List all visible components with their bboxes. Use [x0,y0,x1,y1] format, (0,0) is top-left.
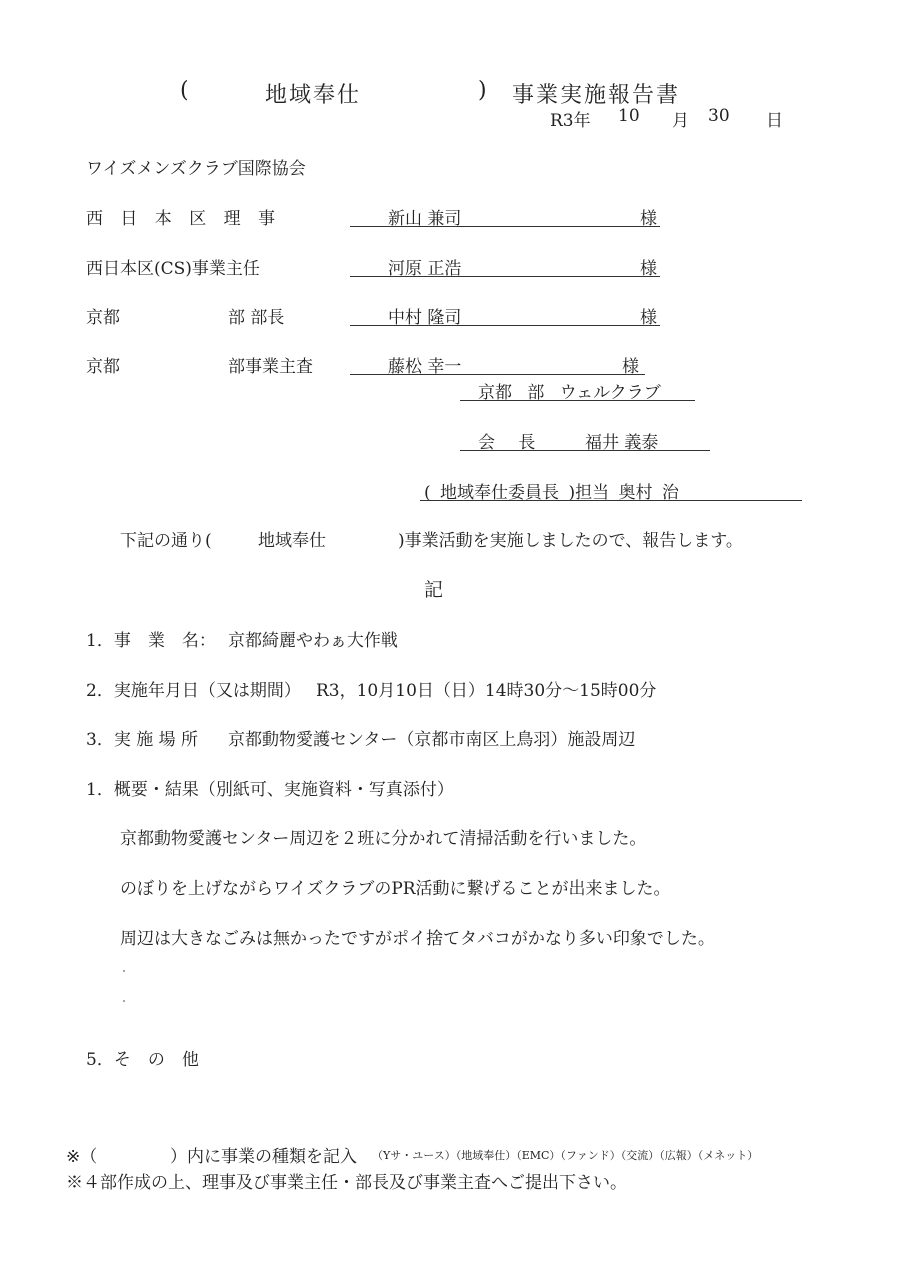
addressee-title-cs: 西日本区(CS)事業主任 [86,259,260,279]
addressee-honorific: 様 [622,357,639,377]
underline [460,450,710,451]
sender-president-label: 会 長 [478,433,536,453]
note1-middle: ）内に事業の種類を記入 [170,1147,357,1167]
item-label-location: 3．実 施 場 所 [86,730,199,750]
item-value-project-name: 京都綺麗やわぁ大作戦 [228,631,398,651]
addressee-district-left: 京都 [86,308,120,328]
addressee-honorific: 様 [640,259,657,279]
title-paren-open: ( [180,78,191,103]
item-label-project-name: 1．事 業 名： [86,631,216,651]
date-month-unit: 月 [672,111,689,131]
summary-line: のぼりを上げながらワイズクラブのPR活動に繋げることが出来ました。 [120,879,671,899]
addressee-honorific: 様 [640,209,657,229]
document-title: 事業実施報告書 [512,83,681,108]
addressee-name-supervisor: 藤松 幸一 [388,357,462,377]
addressee-district-left: 京都 [86,357,120,377]
sender-president-name: 福井 義泰 [585,433,659,453]
ki-heading: 記 [424,579,444,601]
addressee-name-chief: 中村 隆司 [388,308,462,328]
sender-club-line: 京都 部 ウェルクラブ [478,383,661,403]
date-month: 10 [618,106,640,126]
item-value-location: 京都動物愛護センター（京都市南区上鳥羽）施設周辺 [228,730,636,750]
item-label-summary: 1．概要・結果（別紙可、実施資料・写真添付） [86,780,454,800]
summary-line: 周辺は大きなごみは無かったですがポイ捨てタバコがかなり多い印象でした。 [120,929,715,949]
addressee-name-cs: 河原 正浩 [388,259,462,279]
underline [350,374,645,375]
addressee-title-director: 西 日 本 区 理 事 [86,209,282,229]
stray-mark [123,970,125,972]
summary-line: 京都動物愛護センター周辺を２班に分かれて清掃活動を行いました。 [120,829,647,849]
stray-mark [123,1000,125,1002]
title-paren-close: ) [478,78,489,103]
intro-suffix: )事業活動を実施しましたので、報告します。 [398,531,743,551]
note1-types: （Yサ・ユース）（地域奉仕）（EMC）（ファンド）（交流）（広報）（メネット） [372,1149,759,1162]
intro-prefix: 下記の通り( [120,531,212,551]
item-label-other: 5．そ の 他 [86,1050,199,1070]
note2: ※４部作成の上、理事及び事業主任・部長及び事業主査へご提出下さい。 [66,1173,627,1193]
date-day-unit: 日 [766,111,783,131]
underline [350,276,660,277]
addressee-title-supervisor: 部事業主査 [228,357,313,377]
item-value-date: R3，10月10日（日）14時30分～15時00分 [316,681,657,701]
underline [460,400,695,401]
addressee-name-director: 新山 兼司 [388,209,462,229]
underline [350,325,660,326]
note1-prefix: ※（ [66,1147,98,1167]
addressee-honorific: 様 [640,308,657,328]
underline [350,226,660,227]
sender-contact-line: ( 地域奉仕委員長 )担当 奥村 治 [424,483,679,503]
addressee-title-chief: 部 部長 [228,308,285,328]
underline [420,500,802,501]
date-era-year: R3年 [550,111,591,131]
intro-category: 地域奉仕 [258,531,326,551]
item-label-date: 2．実施年月日（又は期間） [86,681,301,701]
date-day: 30 [708,106,730,126]
title-category: 地域奉仕 [265,83,362,108]
organization-name: ワイズメンズクラブ国際協会 [86,159,306,179]
